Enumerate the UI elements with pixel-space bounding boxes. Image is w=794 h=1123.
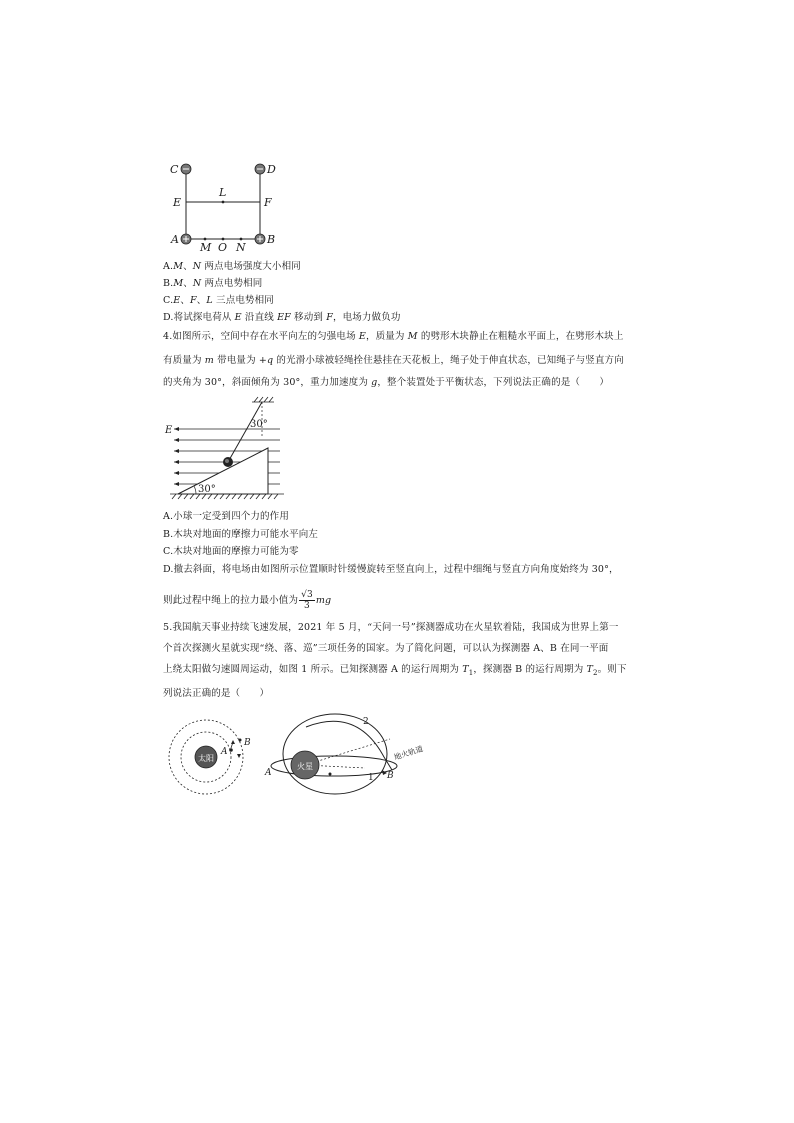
q4-opt-d2-text: 则此过程中绳上的拉力最小值为 (163, 595, 299, 606)
q3-opt-b-text: 两点电势相同 (201, 278, 263, 289)
q3-opt-a-m: M (173, 261, 184, 272)
q3-opt-c-prefix: C. (163, 295, 174, 306)
fig1-label-a: A (221, 747, 228, 757)
label-c: C (170, 163, 179, 176)
q5-figure-2 (262, 712, 437, 802)
q4-fraction (299, 590, 315, 611)
q3-opt-c-text: 三点电势相同 (212, 295, 274, 306)
q4-stem1-b: ，质量为 (365, 331, 408, 342)
q3-option-b (163, 277, 262, 291)
q3-option-a (163, 260, 301, 274)
q3-opt-b-n: N (192, 278, 202, 289)
q3-opt-d-f: F (326, 312, 333, 323)
label-e: E (173, 196, 182, 209)
q4-stem2-a: 有质量为 (163, 355, 205, 366)
sun-label: 太阳 (198, 754, 214, 763)
q3-opt-c-l: L (206, 295, 213, 306)
q4-stem1-c: 的劈形木块静止在粗糙水平面上，在劈形木块上 (417, 331, 624, 342)
q3-opt-d-prefix: D.将试探电荷从 (163, 312, 235, 323)
mars-label: 火星 (297, 762, 313, 771)
q4-stem3-g: g (371, 377, 378, 388)
label-f: F (264, 196, 272, 209)
q3-opt-c-sep2: 、 (196, 295, 207, 306)
fig2-label-a: A (265, 768, 272, 778)
q5-stem3-b: ，探测器 B 的运行周期为 (473, 664, 587, 675)
label-o: O (218, 241, 228, 254)
q4-stem-line-1 (163, 330, 623, 344)
q4-stem3-a: 的夹角为 30°，斜面倾角为 30°，重力加速度为 (163, 377, 372, 388)
q3-opt-c-f: F (190, 295, 197, 306)
q4-opt-d2-mg: mg (315, 595, 332, 606)
q4-stem3-b: ，整个装置处于平衡状态，下列说法正确的是（ ） (377, 377, 609, 388)
q4-option-d: D.撤去斜面，将电场由如图所示位置顺时针缓慢旋转至竖直向上，过程中细绳与竖直方向角度始终为 30°， (163, 564, 619, 575)
q4-stem2-c: 的光滑小球被轻绳拴住悬挂在天花板上，绳子处于伸直状态，已知绳子与竖直方向 (273, 355, 624, 366)
label-b: B (267, 233, 276, 246)
q4-stem1-e: E (358, 331, 366, 342)
fig1-label-b: B (244, 738, 251, 748)
q3-opt-a-n: N (192, 261, 202, 272)
q5-t2: T (586, 664, 594, 675)
q3-opt-a-text: 两点电场强度大小相同 (201, 261, 301, 272)
q4-option-b: B.木块对地面的摩擦力可能水平向左 (163, 529, 319, 540)
q4-stem2-q: +q (258, 355, 274, 366)
fig2-orbit-label: 地火轨道 (392, 744, 425, 762)
q3-opt-d-e: E (234, 312, 242, 323)
q3-figure (160, 155, 290, 255)
label-d: D (267, 163, 276, 176)
q4-fraction-numerator: √3 (301, 590, 313, 600)
q3-option-d (163, 311, 401, 325)
q3-opt-b-m: M (173, 278, 184, 289)
label-m: M (200, 241, 212, 254)
q4-stem-line-3 (163, 376, 609, 390)
q5-t2-sub: 2 (593, 668, 598, 677)
angle-label-top: 30° (250, 419, 268, 430)
q5-t1-sub: 1 (468, 668, 474, 677)
label-n: N (236, 241, 246, 254)
q5-stem-line-2: 个首次探测火星就实现“绕、落、巡”三项任务的国家。为了简化问题，可以认为探测器 A、B 在同一平面 (163, 643, 609, 654)
q5-stem3-a: 上绕太阳做匀速圆周运动，如图 1 所示。已知探测器 A 的运行周期为 (163, 664, 463, 675)
q3-option-c (163, 294, 274, 308)
fig2-label-1: 1 (368, 773, 374, 783)
q4-option-c: C.木块对地面的摩擦力可能为零 (163, 546, 299, 557)
label-l: L (219, 186, 227, 199)
wedge (178, 448, 268, 494)
q3-opt-c-sep1: 、 (180, 295, 190, 306)
q4-option-d-line-2 (163, 588, 331, 614)
rope (228, 402, 262, 462)
q4-stem-line-2 (163, 354, 624, 368)
q3-opt-d-mid: 沿直线 (241, 312, 278, 323)
q4-fraction-denominator: 3 (304, 601, 310, 611)
fig2-label-2: 2 (363, 717, 369, 727)
q4-option-a: A.小球一定受到四个力的作用 (163, 511, 289, 522)
q4-stem1-m: M (407, 331, 418, 342)
q3-opt-d-mid2: 移动到 (290, 312, 327, 323)
q5-stem3-c: 。则下 (597, 664, 627, 675)
angle-label-bottom: 30° (198, 484, 216, 495)
q3-opt-d-text: ，电场力做负功 (332, 312, 401, 323)
label-a: A (171, 233, 179, 246)
q3-opt-b-sep: 、 (183, 278, 193, 289)
q5-figure-1 (160, 712, 260, 802)
q5-stem-line-4: 列说法正确的是（ ） (163, 688, 270, 699)
transfer-orbit-inner (271, 756, 397, 776)
q5-stem-line-1: 5.我国航天事业持续飞速发展，2021 年 5 月，“天问一号”探测器成功在火星软着陆，我国成为世界上第一 (163, 622, 619, 633)
q5-t1: T (462, 664, 469, 675)
q3-opt-a-sep: 、 (183, 261, 193, 272)
q3-opt-a-prefix: A. (163, 261, 174, 272)
q3-opt-b-prefix: B. (163, 278, 174, 289)
q5-stem-line-3 (163, 663, 627, 680)
field-label-e: E (165, 425, 173, 436)
fig2-label-b: B (387, 771, 394, 781)
q4-stem2-b: 带电量为 (213, 355, 259, 366)
q4-stem2-m: m (204, 355, 214, 366)
q4-figure (160, 392, 290, 504)
q3-opt-d-ef: EF (277, 312, 291, 323)
q4-stem1-a: 4.如图所示，空间中存在水平向左的匀强电场 (163, 331, 359, 342)
q3-opt-c-e: E (173, 295, 181, 306)
